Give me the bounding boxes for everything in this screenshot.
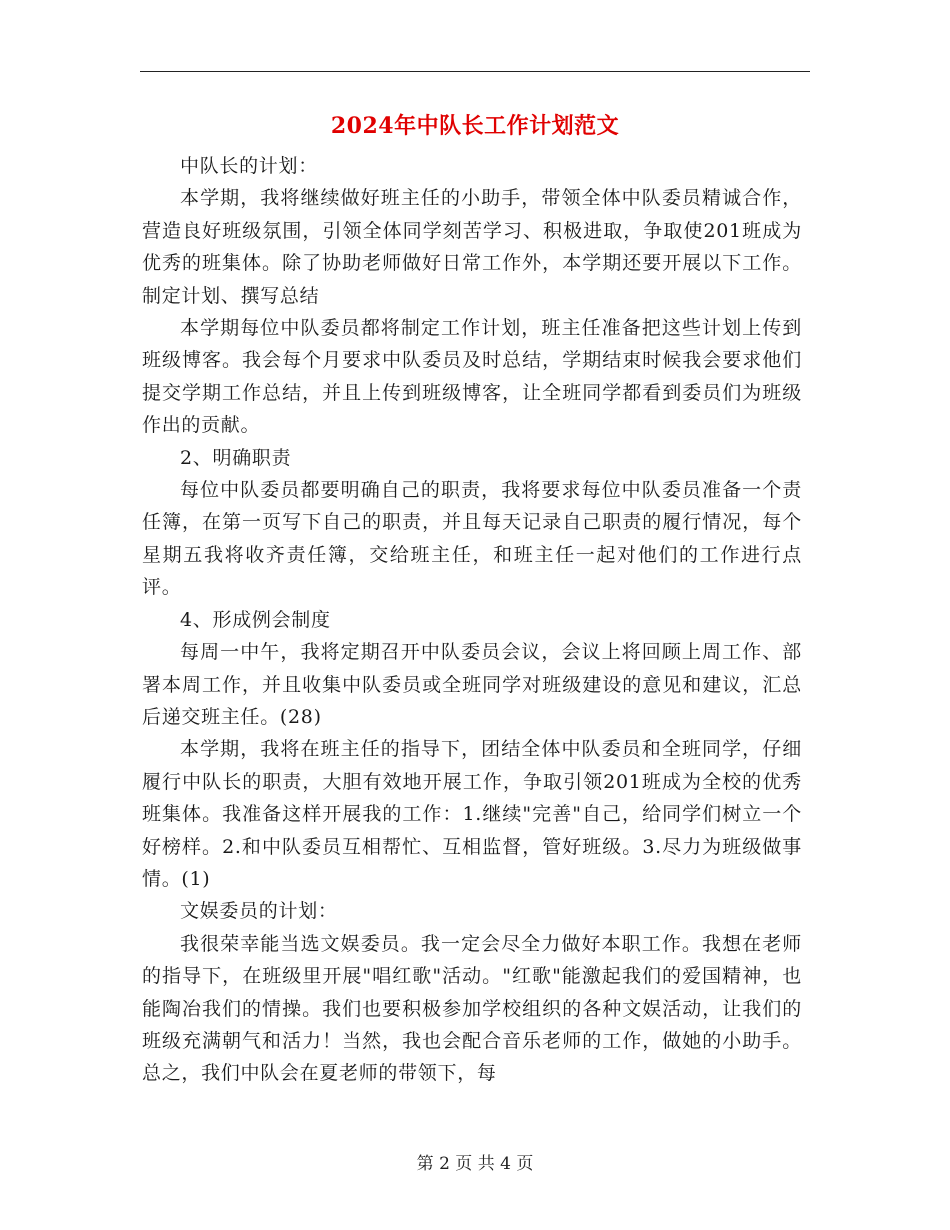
page-number: 第 2 页 共 4 页 <box>416 1154 534 1174</box>
paragraph: 本学期，我将在班主任的指导下，团结全体中队委员和全班同学，仔细履行中队长的职责，大胆有效地开展工作，争取引领201班成为全校的优秀班集体。我准备这样开展我的工作：1.继续"完善"自己，给同学们树立一个好榜样。2.和中队委员互相帮忙、互相监督，管好班级。3.尽力为班级做事情。(1) <box>142 738 802 890</box>
paragraph: 本学期每位中队委员都将制定工作计划，班主任准备把这些计划上传到班级博客。我会每个月要求中队委员及时总结，学期结束时候我会要求他们提交学期工作总结，并且上传到班级博客，让全班同学都看到委员们为班级作出的贡献。 <box>142 317 802 437</box>
page-footer <box>0 1152 950 1176</box>
paragraph-section-heading-entertainment: 文娱委员的计划： <box>180 900 338 923</box>
paragraph: 每周一中午，我将定期召开中队委员会议，会议上将回顾上周工作、部署本周工作，并且收集中队委员或全班同学对班级建设的意见和建议，汇总后递交班主任。(28) <box>142 641 802 728</box>
document-body <box>142 150 802 1090</box>
header-rule <box>140 71 810 72</box>
document-title: 2024年中队长工作计划范文 <box>330 113 620 139</box>
paragraph: 本学期，我将继续做好班主任的小助手，带领全体中队委员精诚合作，营造良好班级氛围，引领全体同学刻苦学习、积极进取，争取使201班成为优秀的班集体。除了协助老师做好日常工作外，本学期还要开展以下工作。制定计划、撰写总结 <box>142 187 802 307</box>
paragraph-section-heading-squad-leader: 中队长的计划： <box>180 155 318 177</box>
paragraph: 每位中队委员都要明确自己的职责，我将要求每位中队委员准备一个责任簿，在第一页写下自己的职责，并且每天记录自己职责的履行情况，每个星期五我将收齐责任簿，交给班主任，和班主任一起对他们的工作进行点评。 <box>142 479 802 599</box>
paragraph: 我很荣幸能当选文娱委员。我一定会尽全力做好本职工作。我想在老师的指导下，在班级里开展"唱红歌"活动。"红歌"能激起我们的爱国精神，也能陶冶我们的情操。我们也要积极参加学校组织的各种文娱活动，让我们的班级充满朝气和活力！当然，我也会配合音乐老师的工作，做她的小助手。总之，我们中队会在夏老师的带领下，每 <box>142 932 802 1085</box>
paragraph-item-heading: 4、形成例会制度 <box>180 608 331 631</box>
paragraph-item-heading: 2、明确职责 <box>180 446 292 469</box>
